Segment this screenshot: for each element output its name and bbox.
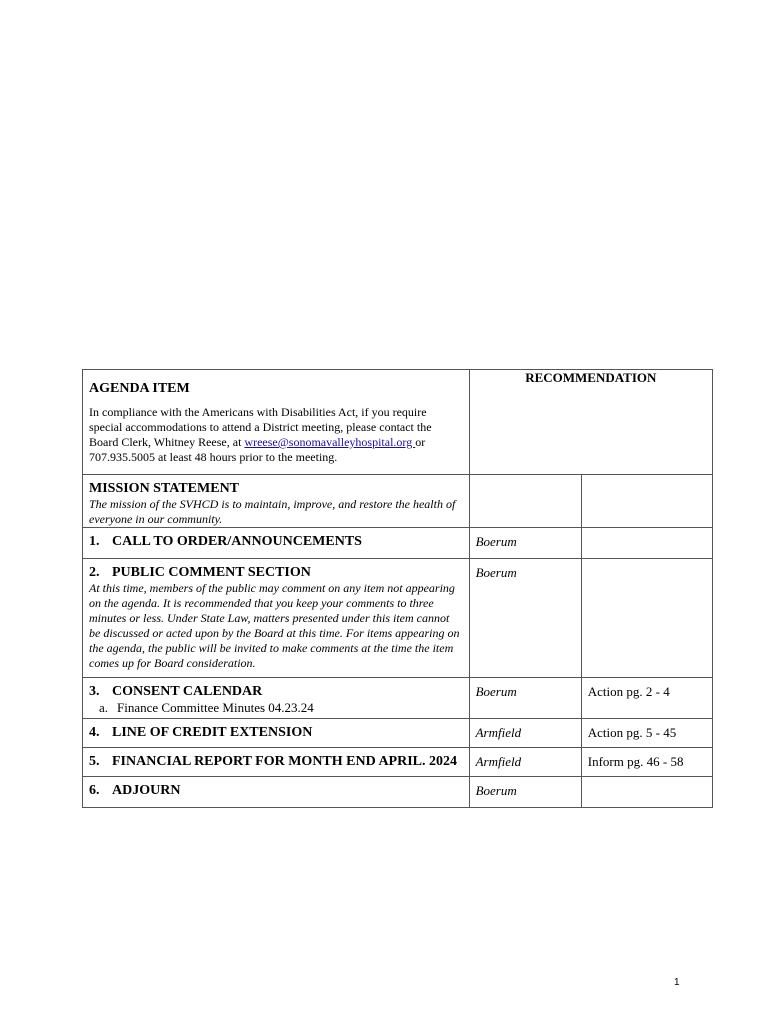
public-comment-description: At this time, members of the public may comment on any item not appearing on the agenda. It is recommended that you keep your comments to three minutes or less. Under State Law, matters presented under this item cannot be discussed or acted upon by the Board at this time. For items appearing on the agenda, the public will be invited to make comments at the time the item comes up for Board consideration. — [89, 581, 460, 670]
item-number: 6. — [89, 783, 100, 798]
item-owner: Boerum — [469, 528, 581, 559]
mission-text: The mission of the SVHCD is to maintain, improve, and restore the health of everyone in our community. — [89, 497, 456, 526]
agenda-item-heading: AGENDA ITEM — [89, 381, 190, 396]
item-owner: Armfield — [469, 748, 581, 777]
agenda-row — [83, 678, 713, 719]
agenda-row — [83, 528, 713, 559]
item-action: Action pg. 5 - 45 — [581, 719, 712, 748]
item-action: Action pg. 2 - 4 — [581, 678, 712, 719]
mission-action-cell — [581, 475, 712, 528]
item-action — [581, 777, 712, 808]
agenda-item-cell — [83, 748, 470, 777]
page-number: 1 — [674, 977, 680, 988]
clerk-email-link[interactable]: wreese@sonomavalleyhospital.org — [244, 435, 416, 449]
item-number: 2. — [89, 565, 100, 580]
sub-item-letter: a. — [99, 700, 109, 715]
item-owner: Boerum — [469, 678, 581, 719]
item-number: 5. — [89, 754, 100, 769]
agenda-row — [83, 748, 713, 777]
item-owner: Boerum — [469, 777, 581, 808]
item-title: FINANCIAL REPORT FOR MONTH END APRIL. 2024 — [112, 754, 457, 769]
agenda-item-cell — [83, 559, 470, 678]
agenda-row — [83, 559, 713, 678]
agenda-item-cell — [83, 528, 470, 559]
consent-sub-item — [89, 700, 463, 716]
item-owner: Armfield — [469, 719, 581, 748]
agenda-header-cell — [83, 370, 470, 475]
item-title: CALL TO ORDER/ANNOUNCEMENTS — [112, 534, 362, 549]
agenda-row — [83, 777, 713, 808]
recommendation-heading: RECOMMENDATION — [469, 370, 712, 475]
mission-owner-cell — [469, 475, 581, 528]
item-title: CONSENT CALENDAR — [112, 684, 263, 699]
agenda-table — [82, 369, 713, 808]
mission-row — [83, 475, 713, 528]
agenda-row — [83, 719, 713, 748]
agenda-header-row — [83, 370, 713, 475]
accessibility-notice — [89, 405, 463, 465]
item-title: ADJOURN — [112, 783, 181, 798]
agenda-item-cell — [83, 777, 470, 808]
mission-title: MISSION STATEMENT — [89, 481, 240, 496]
item-action: Inform pg. 46 - 58 — [581, 748, 712, 777]
item-number: 4. — [89, 725, 100, 740]
item-title: LINE OF CREDIT EXTENSION — [112, 725, 313, 740]
item-number: 3. — [89, 684, 100, 699]
item-title: PUBLIC COMMENT SECTION — [112, 565, 311, 580]
mission-cell — [83, 475, 470, 528]
accessibility-notice-text-end: or 707.935.5005 at least 48 hours prior to the meeting. — [89, 435, 426, 464]
item-action — [581, 528, 712, 559]
item-owner: Boerum — [469, 559, 581, 678]
sub-item-text: Finance Committee Minutes 04.23.24 — [117, 700, 314, 715]
agenda-item-cell — [83, 678, 470, 719]
item-number: 1. — [89, 534, 100, 549]
agenda-item-cell — [83, 719, 470, 748]
accessibility-notice-text: In compliance with the Americans with Disabilities Act, if you require special accommodations to attend a District meeting, please contact the Board Clerk, Whitney Reese, at — [89, 405, 432, 449]
item-action — [581, 559, 712, 678]
